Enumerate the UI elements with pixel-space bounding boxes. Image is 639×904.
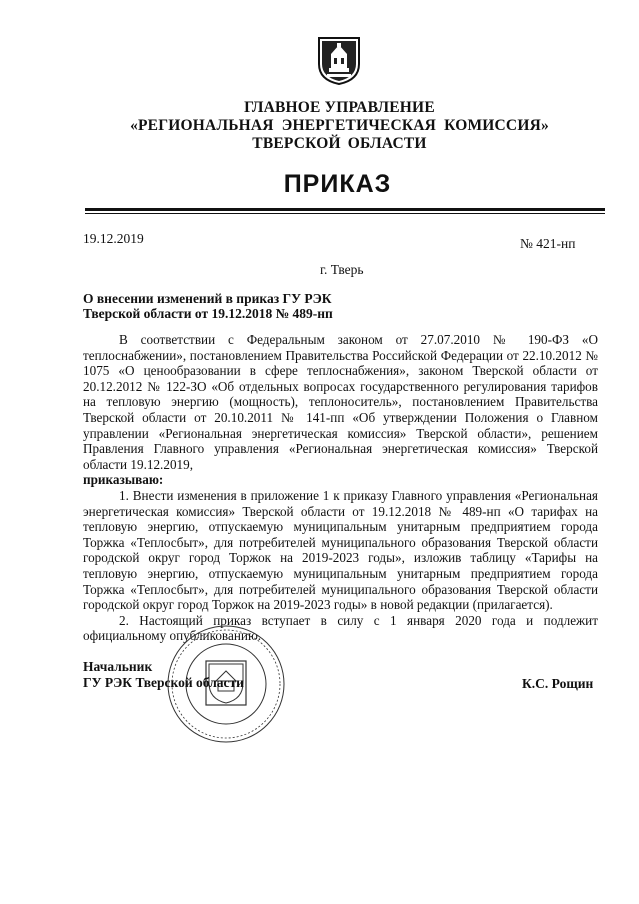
document-number: № 421-нп	[520, 236, 576, 251]
org-name-line3: ТВЕРСКОЙ ОБЛАСТИ	[252, 135, 427, 152]
document-type-title: ПРИКАЗ	[283, 170, 392, 198]
header-divider-thin	[85, 213, 605, 214]
org-name-line2: «РЕГИОНАЛЬНАЯ ЭНЕРГЕТИЧЕСКАЯ КОМИССИЯ»	[130, 117, 549, 134]
document-date: 19.12.2019	[83, 231, 144, 246]
document-subject	[83, 291, 383, 321]
orders-word: приказываю:	[83, 472, 164, 488]
subject-line1: О внесении изменений в приказ ГУ РЭК	[83, 291, 332, 306]
header-divider-thick	[85, 208, 605, 211]
signatory-title-line2: ГУ РЭК Тверской области	[83, 675, 244, 690]
subject-line2: Тверской области от 19.12.2018 № 489-нп	[83, 306, 333, 321]
signatory-name: К.С. Рощин	[522, 676, 594, 691]
order-item-1: 1. Внести изменения в приложение 1 к приказу Главного управления «Региональная энергетическая комиссия» Тверской области от 19.12.2018 № 489-нп «О тарифах на тепловую энергию, отпускаемую муниципальным унитарным предприятием города Торжка «Теплосбыт», для потребителей муниципального образования Тверской области городской округ город Торжок на 2019-2023 годы», изложив таблицу «Тарифы на тепловую энергию, отпускаемую муниципальным унитарным предприятием города Торжка «Теплосбыт», для потребителей муниципального образования Тверской области городской округ город Торжок на 2019-2023 годы» в новой редакции (прилагается).	[83, 487, 598, 613]
document-city: г. Тверь	[320, 262, 364, 277]
org-name-line1: ГЛАВНОЕ УПРАВЛЕНИЕ	[244, 99, 435, 116]
order-item-2: 2. Настоящий приказ вступает в силу с 1 января 2020 года и подлежит официальному опубликованию.	[83, 612, 598, 644]
tver-coat-of-arms-icon	[317, 36, 361, 86]
signatory-title	[83, 659, 283, 691]
signatory-title-line1: Начальник	[83, 659, 153, 674]
preamble-paragraph: В соответствии с Федеральным законом от 27.07.2010 № 190-ФЗ «О теплоснабжении», постановлением Правительства Российской Федерации от 22.10.2012 № 1075 «О ценообразовании в сфере теплоснабжения», законом Тверской области от 20.12.2012 № 122-ЗО «Об отдельных вопросах государственного регулирования тарифов на тепловую энергию (мощность), теплоноситель», постановлением Правительства Тверской области от 20.10.2011 № 141-пп «Об утверждении Положения о Главном управлении «Региональная энергетическая комиссия» Тверской области», решением Правления Главного управления «Региональная энергетическая комиссия» Тверской области 19.12.2019,	[83, 332, 598, 472]
document-body	[83, 332, 598, 644]
